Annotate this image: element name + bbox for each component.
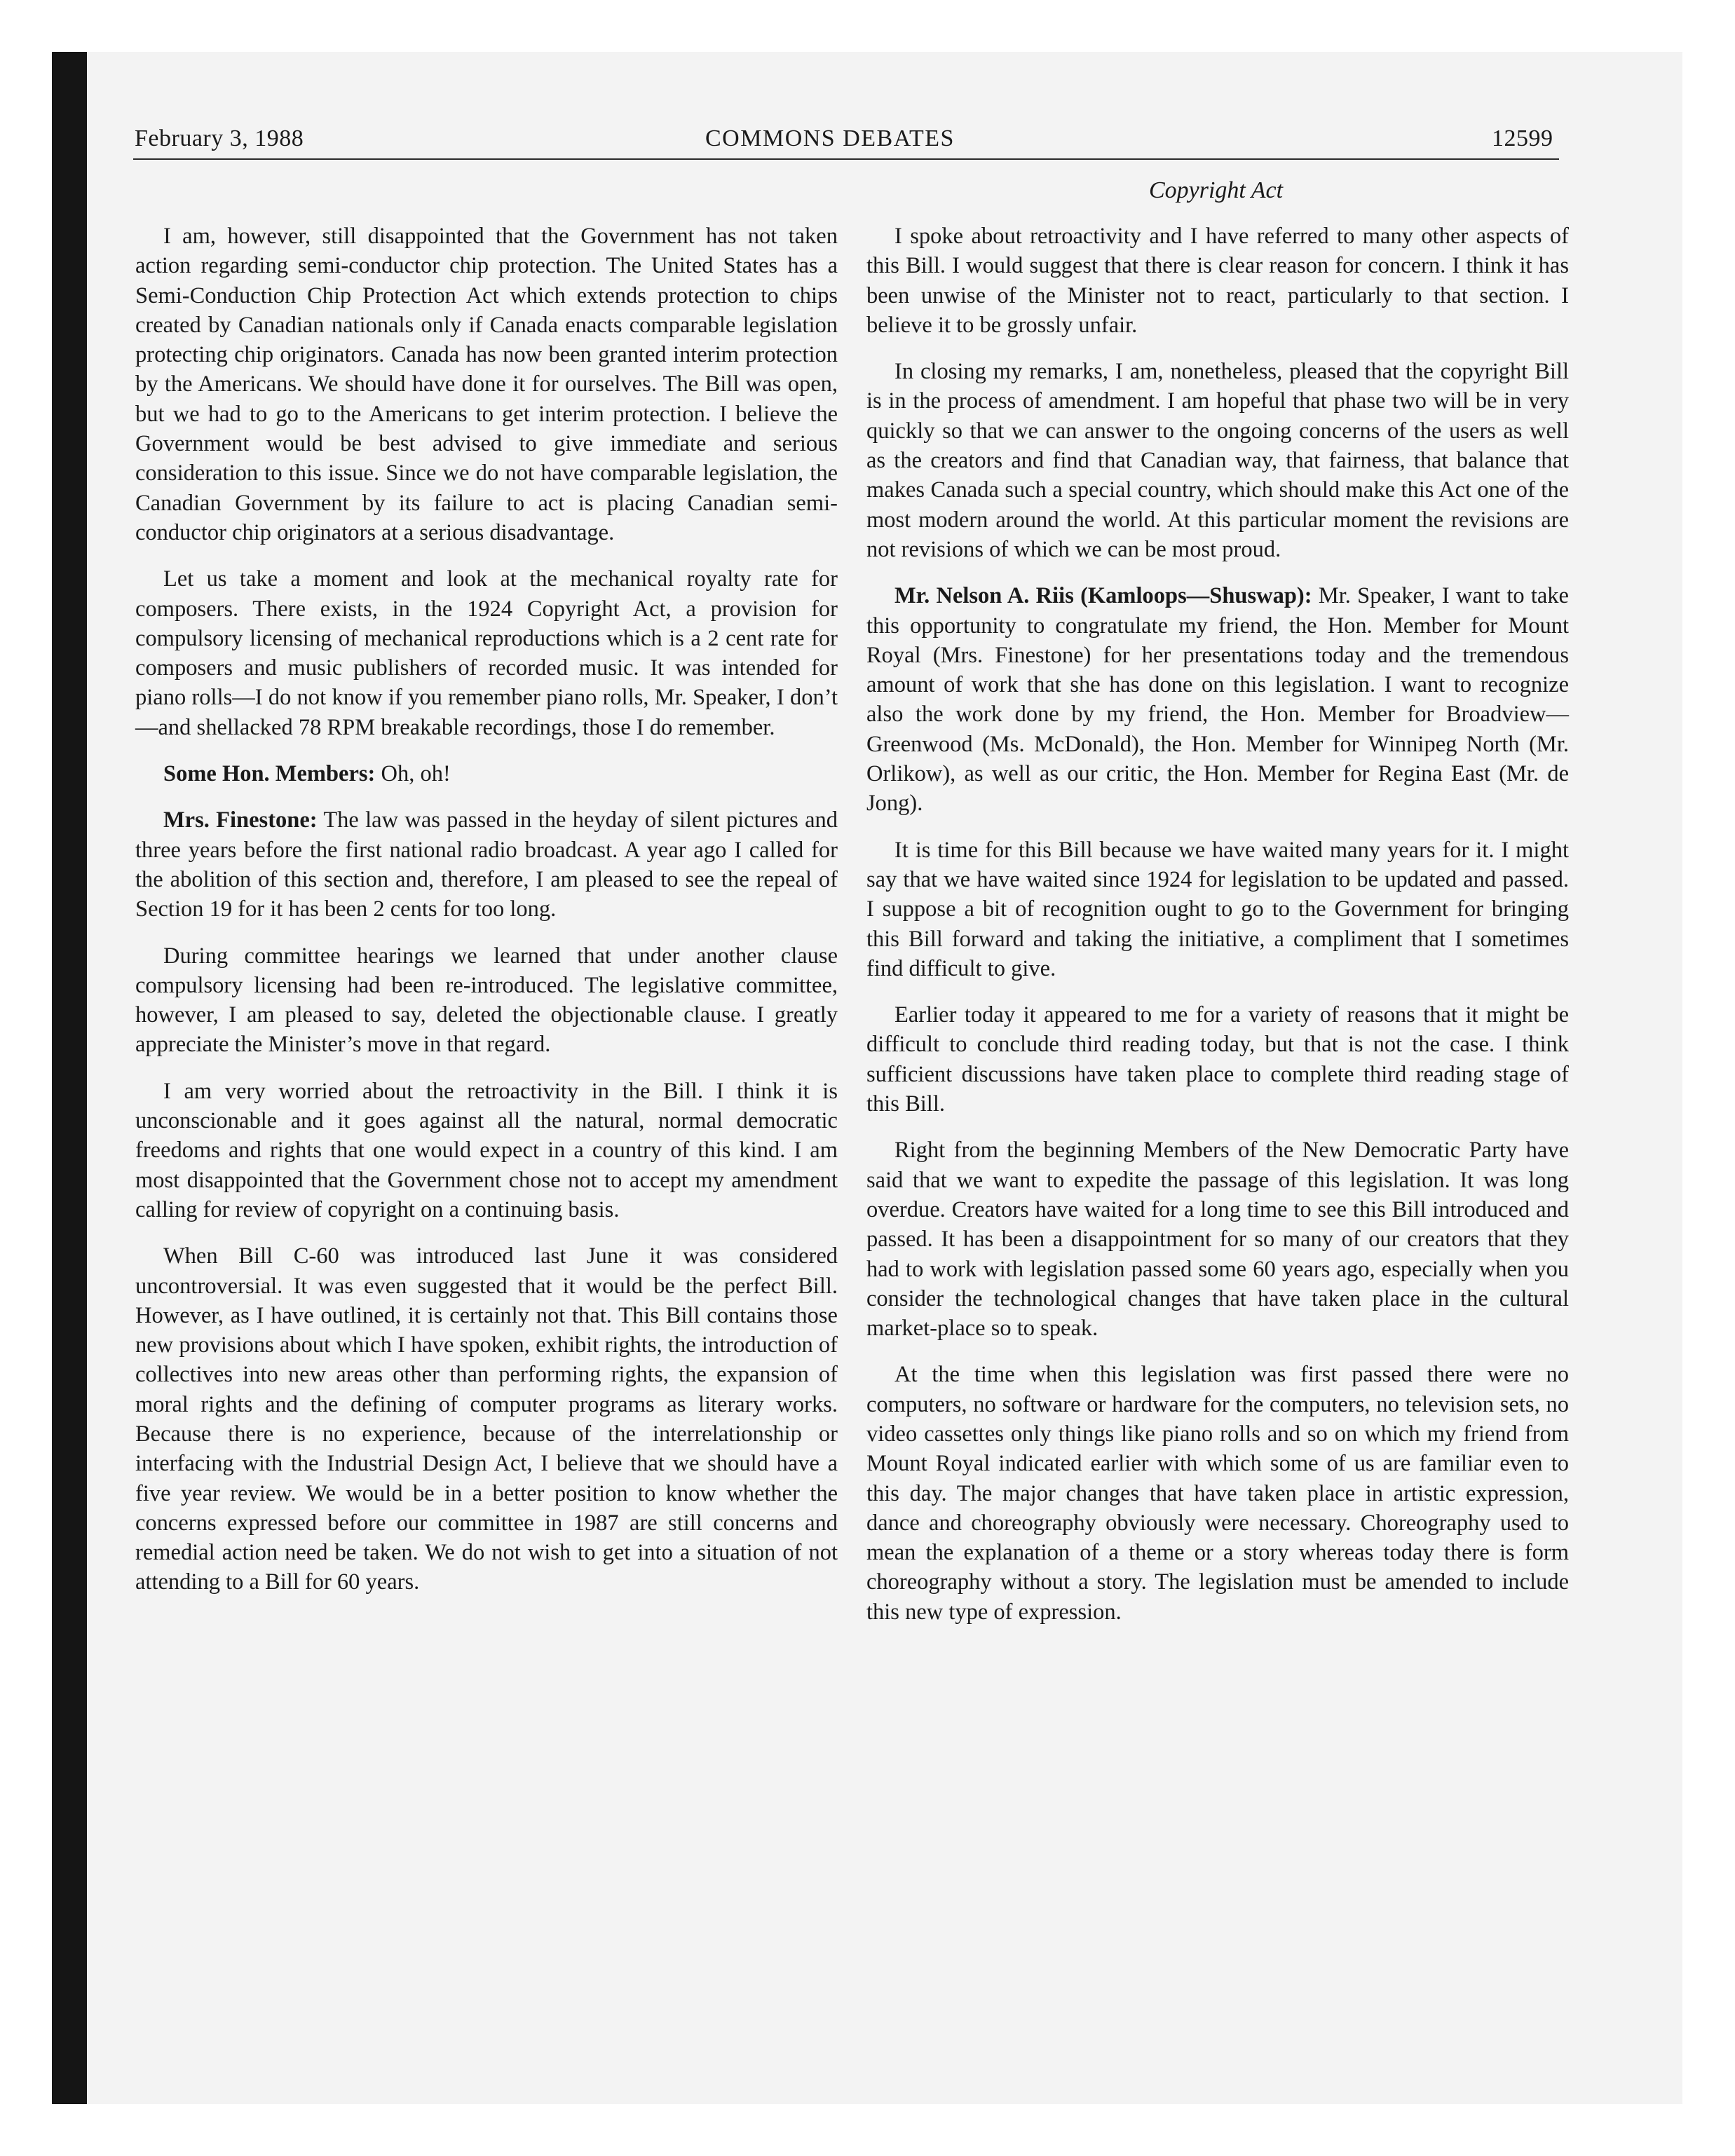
paragraph-text: When Bill C-60 was introduced last June it was considered uncontroversial. It was even suggested that it would be the perfect Bill. However, as I have outlined, it is certainly not that. This Bill contains those new provisions about which I have spoken, exhibit rights, the introduction of collectives into new areas other than performing rights, the expansion of moral rights and the defining of computer programs as literary works. Because there is no experience, because of the interrelationship or interfacing with the Industrial Design Act, I believe that we should have a five year review. We would be in a better position to know whether the concerns expressed before our committee in 1987 are still concerns and remedial action need be taken. We do not wish to get into a situation of not attending to a Bill for 60 years. bbox=[135, 1243, 838, 1595]
paragraph bbox=[135, 941, 838, 1060]
paragraph-text: It is time for this Bill because we have waited many years for it. I might say that we have waited since 1924 for legislation to be updated and passed. I suppose a bit of recognition ought to go to the Government for bringing this Bill forward and taking the initiative, a compliment that I sometimes find difficult to give. bbox=[866, 837, 1569, 981]
paragraph bbox=[135, 759, 838, 789]
section-title: Copyright Act bbox=[1148, 177, 1284, 203]
paragraph-text: Right from the beginning Members of the New Democratic Party have said that we want to expedite the passage of this legislation. It was long overdue. Creators have waited for a long time to see this Bill introduced and passed. It has been a disappointment for so many of our creators that they had to work with legislation passed some 60 years ago, especially when you consider the technological changes that have taken place in the cultural market-place so to speak. bbox=[866, 1138, 1569, 1342]
left-column bbox=[135, 221, 838, 1614]
paragraph-text: During committee hearings we learned that under another clause compulsory licensing had been re-introduced. The legislative committee, however, I am pleased to say, deleted the objectionable clause. I greatly appreciate the Minister’s move in that regard. bbox=[135, 943, 838, 1058]
paragraph-text: Oh, oh! bbox=[381, 761, 451, 787]
speaker-name: Mrs. Finestone: bbox=[163, 807, 318, 833]
header-page-number: 12599 bbox=[1492, 125, 1553, 151]
paragraph-text: I am very worried about the retroactivity in the Bill. I think it is unconscionable and it goes against all the natural, normal democratic freedoms and rights that one would expect in a country of this kind. I am most disappointed that the Government chose not to accept my amendment calling for review of copyright on a continuing basis. bbox=[135, 1078, 838, 1222]
paragraph bbox=[135, 221, 838, 547]
speaker-name: Mr. Nelson A. Riis (Kamloops—Shuswap): bbox=[894, 583, 1312, 609]
paragraph bbox=[135, 805, 838, 924]
paragraph bbox=[866, 835, 1569, 983]
paragraph-text: Let us take a moment and look at the mechanical royalty rate for composers. There exists, in the 1924 Copyright Act, a provision for compulsory licensing of mechanical reproductions which is a 2 cent rate for composers and music publishers of recorded music. It was intended for piano rolls—I do not know if you remember piano rolls, Mr. Speaker, I don’t—and shellacked 78 RPM breakable recordings, those I do remember. bbox=[135, 566, 838, 740]
paragraph bbox=[866, 1135, 1569, 1343]
paragraph bbox=[135, 1077, 838, 1224]
paragraph-text: At the time when this legislation was first passed there were no computers, no software or hardware for the computers, no television sets, no video cassettes only things like piano rolls and so on which my friend from Mount Royal indicated earlier with which some of us are familiar even to this day. The major changes that have taken place in artistic expression, dance and choreography obviously were necessary. Choreography used to mean the explanation of a theme or a story whereas today there is form choreography without a story. The legislation must be amended to include this new type of expression. bbox=[866, 1362, 1569, 1625]
header-rule bbox=[133, 158, 1559, 160]
paragraph-text: The law was passed in the heyday of silent pictures and three years before the first national radio broadcast. A year ago I called for the abolition of this section and, therefore, I am pleased to see the repeal of Section 19 for it has been 2 cents for too long. bbox=[135, 807, 838, 922]
paragraph bbox=[135, 564, 838, 742]
right-column bbox=[866, 221, 1569, 1644]
paragraph bbox=[866, 1360, 1569, 1627]
paragraph bbox=[866, 221, 1569, 340]
paragraph-text: In closing my remarks, I am, nonetheless, pleased that the copyright Bill is in the process of amendment. I am hopeful that phase two will be in very quickly so that we can answer to the ongoing concerns of the users as well as the creators and find that Canadian way, that fairness, that balance that makes Canada such a special country, which should make this Act one of the most modern around the world. At this particular moment the revisions are not revisions of which we can be most proud. bbox=[866, 359, 1569, 562]
scan-binding-edge bbox=[52, 52, 87, 2104]
paragraph-text: Mr. Speaker, I want to take this opportunity to congratulate my friend, the Hon. Member for Mount Royal (Mrs. Finestone) for her presentations today and the tremendous amount of work that she has done on this legislation. I want to recognize also the work done by my friend, the Hon. Member for Broadview—Greenwood (Ms. McDonald), the Hon. Member for Winnipeg North (Mr. Orlikow), as well as our critic, the Hon. Member for Regina East (Mr. de Jong). bbox=[866, 583, 1569, 817]
paragraph bbox=[866, 357, 1569, 564]
header-publication: COMMONS DEBATES bbox=[705, 125, 955, 151]
paragraph-text: Earlier today it appeared to me for a variety of reasons that it might be difficult to conclude third reading today, but that is not the case. I think sufficient discussions have taken place to complete third reading stage of this Bill. bbox=[866, 1002, 1569, 1117]
paragraph bbox=[866, 581, 1569, 818]
paragraph bbox=[866, 1000, 1569, 1119]
header-date: February 3, 1988 bbox=[135, 125, 304, 151]
paragraph-text: I spoke about retroactivity and I have referred to many other aspects of this Bill. I would suggest that there is clear reason for concern. I think it has been unwise of the Minister not to react, particularly to that section. I believe it to be grossly unfair. bbox=[866, 224, 1569, 338]
paragraph bbox=[135, 1241, 838, 1597]
speaker-name: Some Hon. Members: bbox=[163, 761, 376, 787]
paragraph-text: I am, however, still disappointed that the Government has not taken action regarding semi-conductor chip protection. The United States has a Semi-Conduction Chip Protection Act which extends protection to chips created by Canadian nationals only if Canada enacts comparable legislation protecting chip originators. Canada has now been granted interim protection by the Americans. We should have done it for ourselves. The Bill was open, but we had to go to the Americans to get interim protection. I believe the Government would be best advised to give immediate and serious consideration to this issue. Since we do not have comparable legislation, the Canadian Government by its failure to act is placing Canadian semi-conductor chip originators at a serious disadvantage. bbox=[135, 224, 838, 545]
